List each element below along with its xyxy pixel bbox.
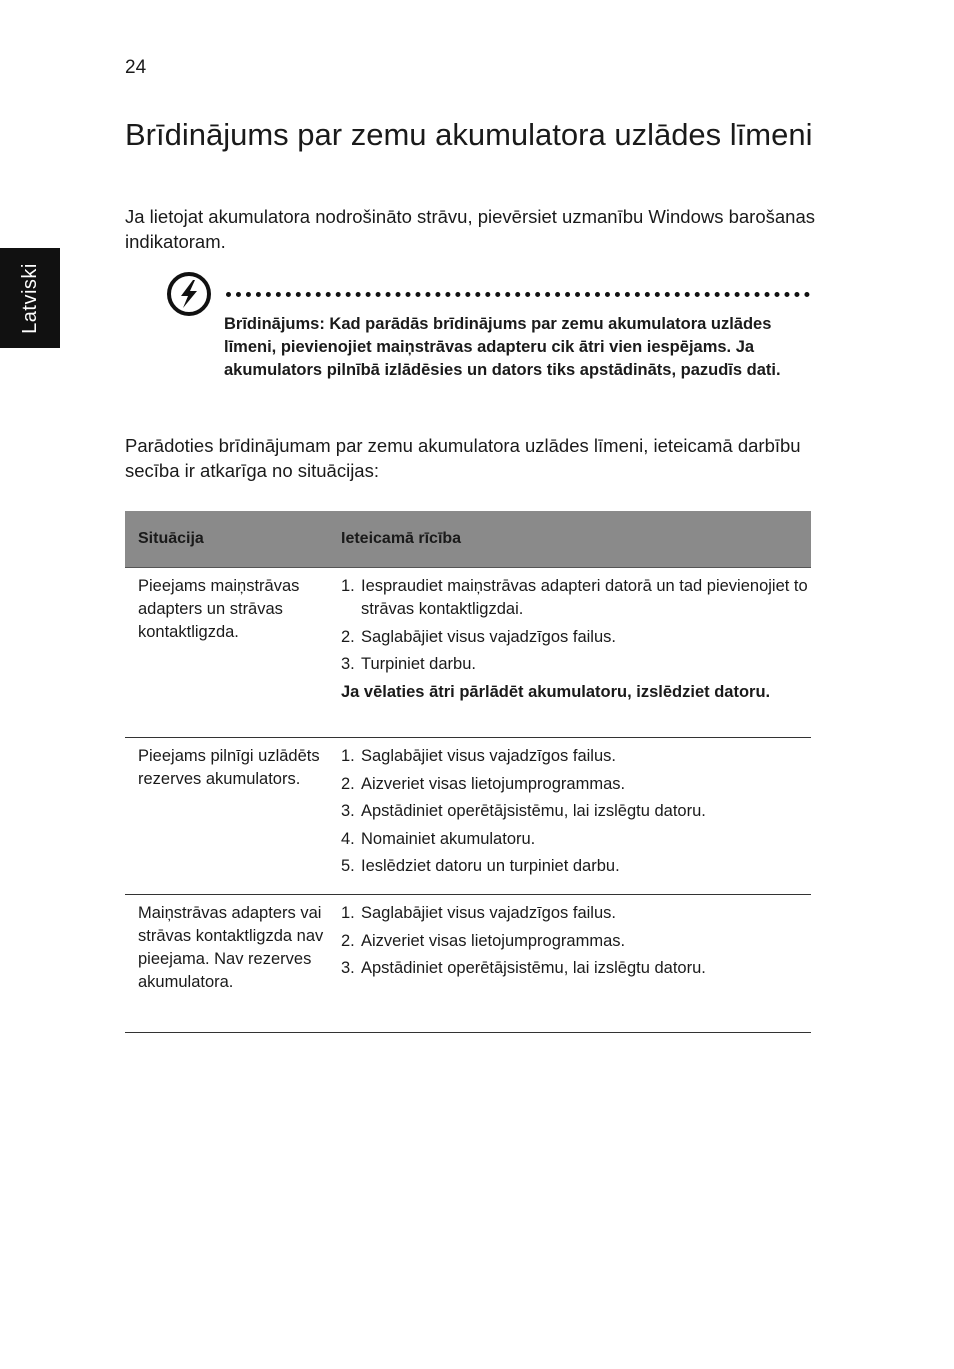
situation-cell: Pieejams pilnīgi uzlādēts rezerves akumulators. (138, 747, 320, 788)
page-number: 24 (125, 57, 147, 78)
step-text: Apstādiniet operētājsistēmu, lai izslēgtu datoru. (361, 802, 706, 820)
list-item (341, 930, 811, 953)
step-number: 1. (341, 904, 355, 922)
step-number: 1. (341, 747, 355, 765)
table-row (125, 568, 811, 738)
situation-cell: Maiņstrāvas adapters vai strāvas kontaktligzda nav pieejama. Nav rezerves akumulatora. (138, 904, 324, 991)
action-cell (341, 568, 811, 737)
step-number: 2. (341, 931, 355, 950)
step-number: 3. (341, 802, 355, 820)
list-item (341, 902, 811, 925)
step-text: Ieslēdziet datoru un turpiniet darbu. (361, 857, 620, 875)
step-text: Saglabājiet visus vajadzīgos failus. (361, 627, 616, 646)
table-row (125, 738, 811, 895)
step-number: 4. (341, 829, 355, 848)
step-number: 3. (341, 655, 355, 673)
language-tab (0, 248, 60, 348)
step-text: Apstādiniet operētājsistēmu, lai izslēgtu datoru. (361, 959, 706, 977)
step-text: Saglabājiet visus vajadzīgos failus. (361, 747, 616, 765)
row-note: Ja vēlaties ātri pārlādēt akumulatoru, izslēdziet datoru. (341, 682, 771, 701)
lightning-warning-icon (166, 271, 212, 317)
list-item (341, 800, 811, 823)
header-situation: Situācija (138, 530, 204, 547)
list-item (341, 575, 811, 621)
list-item (341, 626, 811, 649)
situation-cell: Pieejams maiņstrāvas adapters un strāvas kontaktligzda. (138, 577, 300, 641)
list-item (341, 828, 811, 851)
table-header (125, 511, 811, 568)
step-text: Iespraudiet maiņstrāvas adapteri datorā un tad pievienojiet to strāvas kontaktligzdai. (361, 577, 808, 618)
table-body (125, 568, 811, 1033)
action-cell (341, 895, 811, 1032)
step-text: Turpiniet darbu. (361, 655, 476, 673)
list-item (341, 745, 811, 768)
step-number: 5. (341, 857, 355, 875)
language-tab-label: Latviski (18, 262, 41, 334)
step-text: Nomainiet akumulatoru. (361, 829, 536, 848)
list-item (341, 653, 811, 676)
steps-list (341, 575, 811, 676)
list-item (341, 773, 811, 796)
warning-divider (226, 292, 810, 297)
step-number: 2. (341, 627, 355, 646)
table-row (125, 895, 811, 1033)
step-number: 2. (341, 774, 355, 793)
page-title: Brīdinājums par zemu akumulatora uzlādes līmeni (125, 117, 813, 152)
header-action: Ieteicamā rīcība (341, 530, 462, 547)
step-text: Aizveriet visas lietojumprogrammas. (361, 774, 626, 793)
intro-paragraph: Ja lietojat akumulatora nodrošināto strāvu, pievērsiet uzmanību Windows barošanas indikatoram. (125, 206, 816, 252)
situation-table (125, 511, 811, 1033)
situation-paragraph: Parādoties brīdinājumam par zemu akumulatora uzlādes līmeni, ieteicamā darbību secība ir atkarīga no situācijas: (125, 435, 801, 481)
list-item (341, 957, 811, 980)
list-item (341, 855, 811, 878)
step-text: Aizveriet visas lietojumprogrammas. (361, 931, 626, 950)
steps-list (341, 745, 811, 878)
step-number: 3. (341, 959, 355, 977)
steps-list (341, 902, 811, 980)
warning-text: Brīdinājums: Kad parādās brīdinājums par zemu akumulatora uzlādes līmeni, pievienojiet maiņstrāvas adapteru cik ātri vien iespējams. Ja akumulators pilnībā izlādēsies un dators tiks apstādināts, pazudīs dati. (224, 315, 781, 379)
step-text: Saglabājiet visus vajadzīgos failus. (361, 904, 616, 922)
action-cell (341, 738, 811, 894)
step-number: 1. (341, 577, 355, 595)
